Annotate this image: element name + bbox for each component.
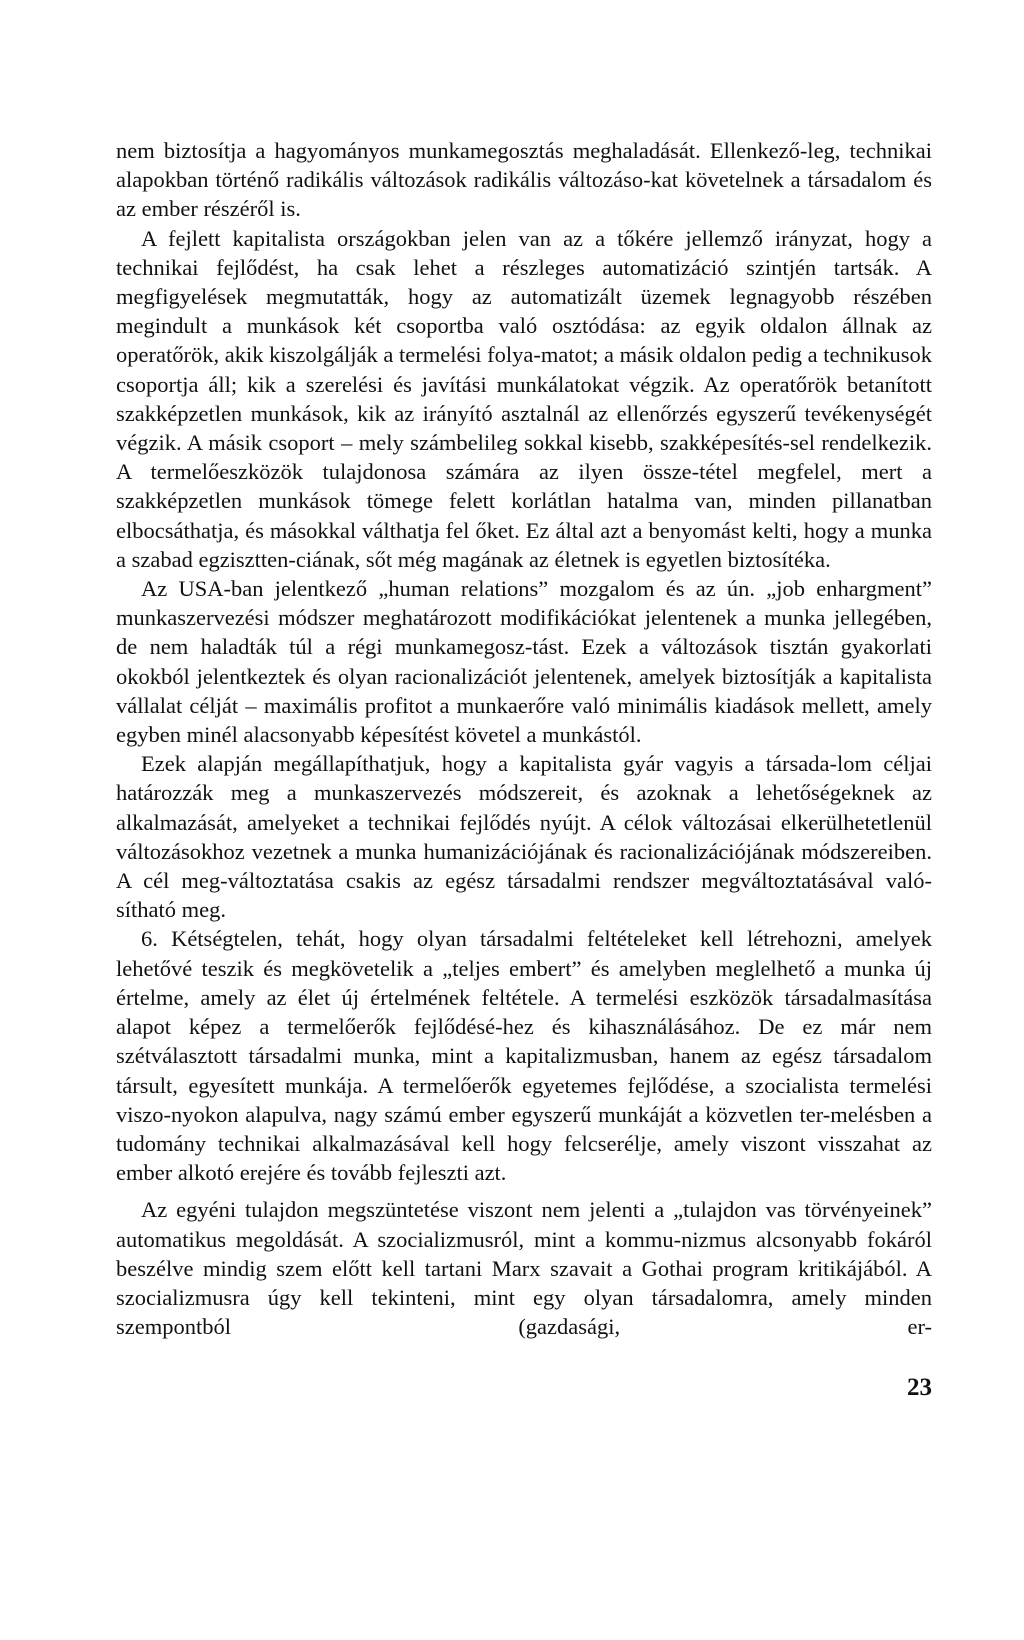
page-body (116, 136, 932, 1341)
paragraph-conclusions: Ezek alapján megállapíthatjuk, hogy a kapitalista gyár vagyis a társada-lom céljai határozzák meg a munkaszervezés módszereit, és azoknak a lehetőségeknek az alkalmazását, amelyeket a technikai fejlődés nyújt. A célok változásai elkerülhetetlenül változásokhoz vezetnek a munka humanizációjának és racionalizációjának módszereiben. A cél meg-változtatása csakis az egész társadalmi rendszer megváltoztatásával való-sítható meg. (116, 751, 932, 923)
paragraph-private-property: Az egyéni tulajdon megszüntetése viszont nem jelenti a „tulajdon vas törvényeinek” automatikus megoldását. A szocializmusról, mint a kommu-nizmus alcsonyabb fokáról beszélve mindig szem előtt kell tartani Marx szavait a Gothai program kritikájából. A szocializmusra úgy kell tekinteni, mint egy olyan társadalomra, amely minden szempontból (gazdasági, er- (116, 1197, 932, 1340)
paragraph-human-relations: Az USA-ban jelentkező „human relations” mozgalom és az ún. „job enhargment” munkaszervezési módszer meghatározott modifikációkat jelentenek a munka jellegében, de nem haladták túl a régi munkamegosz-tást. Ezek a változások tisztán gyakorlati okokból jelentkeztek és olyan racionalizációt jelentenek, amelyek biztosítják a kapitalista vállalat célját – maximális profitot a munkaerőre való minimális kiadások mellett, amely egyben minél alacsonyabb képesítést követel a munkástól. (116, 576, 932, 748)
page-number: 23 (907, 1374, 932, 1401)
paragraph-capitalist-countries: A fejlett kapitalista országokban jelen van az a tőkére jellemző irányzat, hogy a technikai fejlődést, ha csak lehet a részleges automatizáció szintjén tartsák. A megfigyelések megmutatták, hogy az automatizált üzemek legnagyobb részében megindult a munkások két csoportba való osztódása: az egyik oldalon állnak az operatőrök, akik kiszolgálják a termelési folya-matot; a másik oldalon pedig a technikusok csoportja áll; kik a szerelési és javítási munkálatokat végzik. Az operatőrök betanított szakképzetlen munkások, kik az irányító asztalnál az ellenőrzés egyszerű tevékenységét végzik. A másik csoport – mely számbelileg sokkal kisebb, szakképesítés-sel rendelkezik. A termelőeszközök tulajdonosa számára az ilyen össze-tétel megfelel, mert a szakképzetlen munkások tömege felett korlátlan hatalma van, minden pillanatban elbocsáthatja, és másokkal válthatja fel őket. Ez által azt a benyomást kelti, hogy a munka a szabad egzisztten-ciának, sőt még magának az életnek is egyetlen biztosítéka. (116, 225, 933, 572)
paragraph-section-6: 6. Kétségtelen, tehát, hogy olyan társadalmi feltételeket kell létrehozni, amelyek lehetővé teszik és megkövetelik a „teljes embert” és amelyben meglelhető a munka új értelme, amely az élet új értelmének feltétele. A termelési eszközök társadalmasítása alapot képez a termelőerők fejlődésé-hez és kihasználásához. De ez már nem szétválasztott társadalmi munka, mint a kapitalizmusban, hanem az egész társadalom társult, egyesített munkája. A termelőerők egyetemes fejlődése, a szocialista termelési viszo-nyokon alapulva, nagy számú ember egyszerű munkáját a közvetlen ter-melésben a tudomány technikai alkalmazásával kell hogy felcserélje, amely viszont visszahat az ember alkotó erejére és tovább fejleszti azt. (116, 926, 932, 1186)
paragraph-continuation: nem biztosítja a hagyományos munkamegosztás meghaladását. Ellenkező-leg, technikai alapokban történő radikális változások radikális változáso-kat követelnek a társadalom és az ember részéről is. (116, 138, 932, 222)
